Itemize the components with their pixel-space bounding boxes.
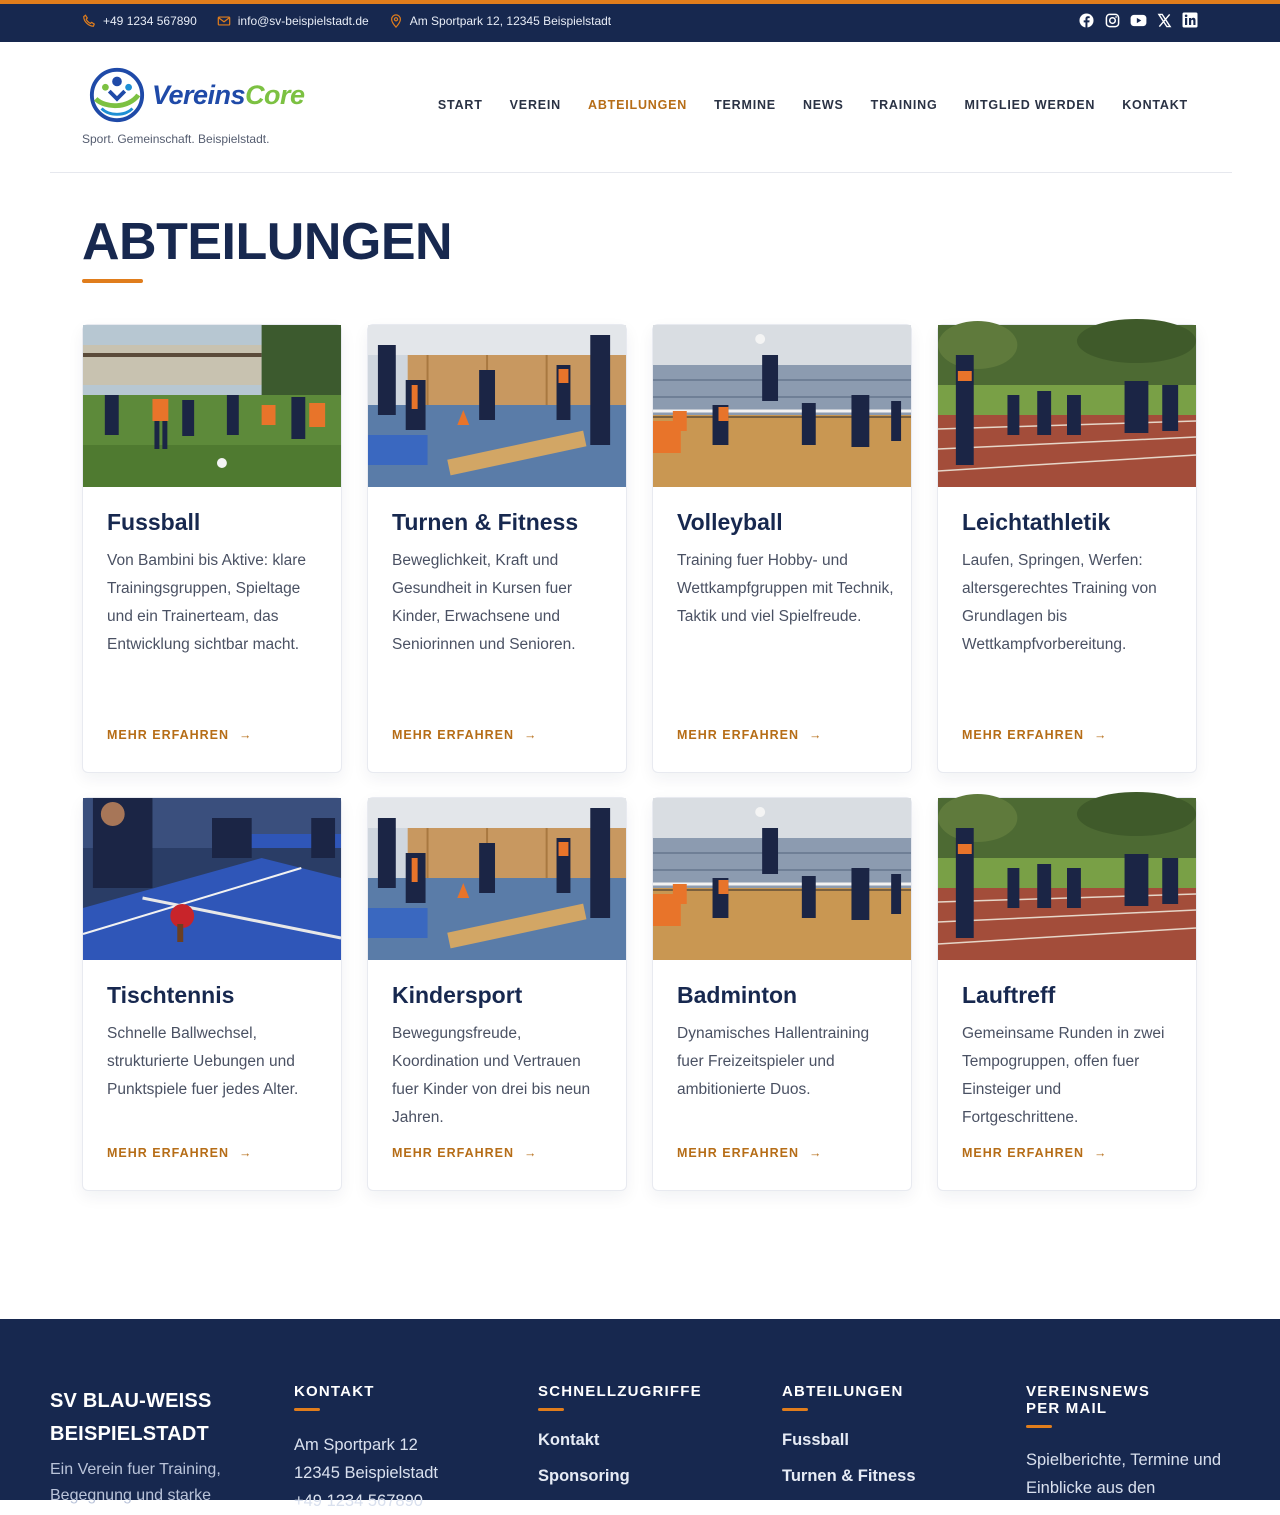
- card-description: Beweglichkeit, Kraft und Gesundheit in Kursen fuer Kinder, Erwachsene und Seniorinnen und Senioren.: [392, 552, 576, 653]
- footer-newsletter: [1026, 1383, 1246, 1502]
- footer-dept-heading: ABTEILUNGEN: [782, 1383, 904, 1400]
- x-icon[interactable]: [1156, 12, 1172, 28]
- logo-mark-icon: [88, 66, 146, 124]
- arrow-right-icon: →: [239, 728, 253, 742]
- footer-brand-line2: BEISPIELSTADT: [50, 1423, 209, 1445]
- card-description: Gemeinsame Runden in zwei Tempogruppen, offen fuer Einsteiger und Fortgeschrittene.: [962, 1025, 1165, 1126]
- page-title: ABTEILUNGEN: [82, 213, 453, 271]
- nav-item-kontakt[interactable]: KONTAKT: [1122, 98, 1188, 112]
- mehr-erfahren-label: MEHR ERFAHREN: [107, 1146, 230, 1160]
- footer-kontakt-text: [294, 1431, 514, 1515]
- department-card-lauftreff[interactable]: [937, 797, 1197, 1191]
- nav-item-news[interactable]: NEWS: [802, 98, 844, 112]
- footer-brand-line1: SV BLAU-WEISS: [50, 1390, 212, 1412]
- gym-hall-photo: [368, 798, 626, 960]
- phone-icon: [82, 14, 96, 28]
- department-card-turnen-fitness[interactable]: [367, 324, 627, 773]
- topbar-address: [389, 14, 611, 28]
- topbar-email-text: info@sv-beispielstadt.de: [237, 14, 369, 28]
- mehr-erfahren-label: MEHR ERFAHREN: [677, 728, 800, 742]
- nav-item-start[interactable]: START: [437, 98, 483, 112]
- mehr-erfahren-link[interactable]: [392, 1146, 538, 1160]
- card-description: Dynamisches Hallentraining fuer Freizeitspieler und ambitionierte Duos.: [677, 1025, 870, 1098]
- card-description: Bewegungsfreude, Koordination und Vertrauen fuer Kinder von drei bis neun Jahren.: [392, 1025, 591, 1126]
- topbar-contact: [82, 14, 611, 28]
- footer-news-heading-line1: VEREINSNEWS: [1026, 1383, 1151, 1400]
- mehr-erfahren-link[interactable]: [677, 728, 823, 742]
- footer-abteilungen: [782, 1383, 1002, 1503]
- footer-news-heading: [1026, 1383, 1246, 1417]
- department-card-tischtennis[interactable]: [82, 797, 342, 1191]
- nav-item-termine[interactable]: TERMINE: [714, 98, 776, 112]
- card-title: Badminton: [677, 982, 798, 1008]
- footer-link-fussball[interactable]: Fussball: [782, 1431, 849, 1449]
- title-underline: [82, 279, 143, 283]
- logo-wordmark-part1: Vereins: [152, 79, 246, 110]
- main-nav: [438, 98, 1188, 112]
- footer-link-kontakt[interactable]: Kontakt: [538, 1431, 600, 1449]
- footer-heading-underline: [294, 1408, 320, 1411]
- department-card-kindersport[interactable]: [367, 797, 627, 1191]
- department-card-leichtathletik[interactable]: [937, 324, 1197, 773]
- footer-brand-description: Ein Verein fuer Training, Begegnung und starke: [50, 1461, 221, 1504]
- nav-item-mitglied-werden[interactable]: MITGLIED WERDEN: [964, 98, 1096, 112]
- footer-link-turnen-fitness[interactable]: Turnen & Fitness: [782, 1467, 916, 1485]
- footer-link-sponsoring[interactable]: Sponsoring: [538, 1467, 630, 1485]
- arrow-right-icon: →: [524, 1146, 538, 1160]
- football-field-photo: [83, 325, 341, 487]
- youtube-icon[interactable]: [1130, 12, 1146, 28]
- arrow-right-icon: →: [1094, 728, 1108, 742]
- mehr-erfahren-label: MEHR ERFAHREN: [392, 1146, 515, 1160]
- mehr-erfahren-link[interactable]: [107, 1146, 253, 1160]
- footer-schnellzugriffe: [538, 1383, 758, 1503]
- department-card-badminton[interactable]: [652, 797, 912, 1191]
- logo-wordmark: [152, 80, 305, 111]
- card-description: Laufen, Springen, Werfen: altersgerechtes Training von Grundlagen bis Wettkampfvorbereitung.: [962, 552, 1157, 653]
- table-tennis-photo: [83, 798, 341, 960]
- topbar-address-text: Am Sportpark 12, 12345 Beispielstadt: [409, 14, 612, 28]
- arrow-right-icon: →: [524, 728, 538, 742]
- card-title: Leichtathletik: [962, 509, 1111, 535]
- volleyball-hall-photo: [653, 325, 911, 487]
- instagram-icon[interactable]: [1104, 12, 1120, 28]
- card-description: Training fuer Hobby- und Wettkampfgruppen mit Technik, Taktik und viel Spielfreude.: [677, 552, 894, 625]
- mehr-erfahren-link[interactable]: [962, 1146, 1108, 1160]
- arrow-right-icon: →: [1094, 1146, 1108, 1160]
- footer-kontakt-heading: KONTAKT: [294, 1383, 375, 1400]
- site-header: [50, 42, 1232, 173]
- mehr-erfahren-label: MEHR ERFAHREN: [962, 728, 1085, 742]
- footer-quick-list: [538, 1431, 758, 1486]
- mail-icon: [217, 14, 231, 28]
- mehr-erfahren-label: MEHR ERFAHREN: [392, 728, 515, 742]
- card-title: Lauftreff: [962, 982, 1056, 1008]
- site-tagline: Sport. Gemeinschaft. Beispielstadt.: [82, 132, 270, 146]
- card-title: Fussball: [107, 509, 201, 535]
- card-description: Schnelle Ballwechsel, strukturierte Uebungen und Punktspiele fuer jedes Alter.: [107, 1025, 299, 1098]
- department-card-volleyball[interactable]: [652, 324, 912, 773]
- nav-item-verein[interactable]: VEREIN: [509, 98, 562, 112]
- logo-wordmark-part2: Core: [245, 79, 305, 110]
- site-logo[interactable]: [88, 66, 305, 124]
- arrow-right-icon: →: [239, 1146, 253, 1160]
- mehr-erfahren-label: MEHR ERFAHREN: [107, 728, 230, 742]
- arrow-right-icon: →: [809, 728, 823, 742]
- mehr-erfahren-link[interactable]: [677, 1146, 823, 1160]
- footer-heading-underline: [1026, 1425, 1052, 1428]
- footer-quick-heading: SCHNELLZUGRIFFE: [538, 1383, 702, 1400]
- topbar-email[interactable]: [217, 14, 369, 28]
- card-description: Von Bambini bis Aktive: klare Trainingsgruppen, Spieltage und ein Trainerteam, das Entwicklung sichtbar macht.: [107, 552, 307, 653]
- linkedin-icon[interactable]: [1182, 12, 1198, 28]
- footer-heading-underline: [538, 1408, 564, 1411]
- footer-heading-underline: [782, 1408, 808, 1411]
- mehr-erfahren-link[interactable]: [392, 728, 538, 742]
- mehr-erfahren-label: MEHR ERFAHREN: [962, 1146, 1085, 1160]
- gym-hall-photo: [368, 325, 626, 487]
- running-track-photo: [938, 325, 1196, 487]
- footer-kontakt-street: Am Sportpark 12: [294, 1436, 418, 1454]
- arrow-right-icon: →: [809, 1146, 823, 1160]
- nav-item-abteilungen[interactable]: ABTEILUNGEN: [588, 98, 688, 112]
- running-track-photo: [938, 798, 1196, 960]
- facebook-icon[interactable]: [1078, 12, 1094, 28]
- footer-dept-list: [782, 1431, 1002, 1486]
- card-title: Volleyball: [677, 509, 783, 535]
- nav-item-training[interactable]: TRAINING: [870, 98, 938, 112]
- mehr-erfahren-link[interactable]: [107, 728, 253, 742]
- topbar-phone-text: +49 1234 567890: [103, 14, 197, 28]
- footer-kontakt-phone[interactable]: +49 1234 567890: [294, 1492, 423, 1510]
- topbar-phone[interactable]: [82, 14, 197, 28]
- department-card-fussball[interactable]: [82, 324, 342, 773]
- top-bar: [0, 0, 1280, 42]
- footer-news-text: Spielberichte, Termine und Einblicke aus den: [1026, 1451, 1222, 1497]
- footer-kontakt-city: 12345 Beispielstadt: [294, 1464, 439, 1482]
- mehr-erfahren-label: MEHR ERFAHREN: [677, 1146, 800, 1160]
- site-footer: [0, 1319, 1280, 1510]
- volleyball-hall-photo: [653, 798, 911, 960]
- mehr-erfahren-link[interactable]: [962, 728, 1108, 742]
- card-title: Tischtennis: [107, 982, 235, 1008]
- footer-brand: [50, 1385, 260, 1451]
- card-title: Kindersport: [392, 982, 523, 1008]
- social-links: [1078, 12, 1198, 28]
- location-pin-icon: [389, 14, 403, 28]
- footer-kontakt: [294, 1383, 514, 1515]
- footer-news-heading-line2: PER MAIL: [1026, 1400, 1108, 1417]
- card-title: Turnen & Fitness: [392, 509, 579, 535]
